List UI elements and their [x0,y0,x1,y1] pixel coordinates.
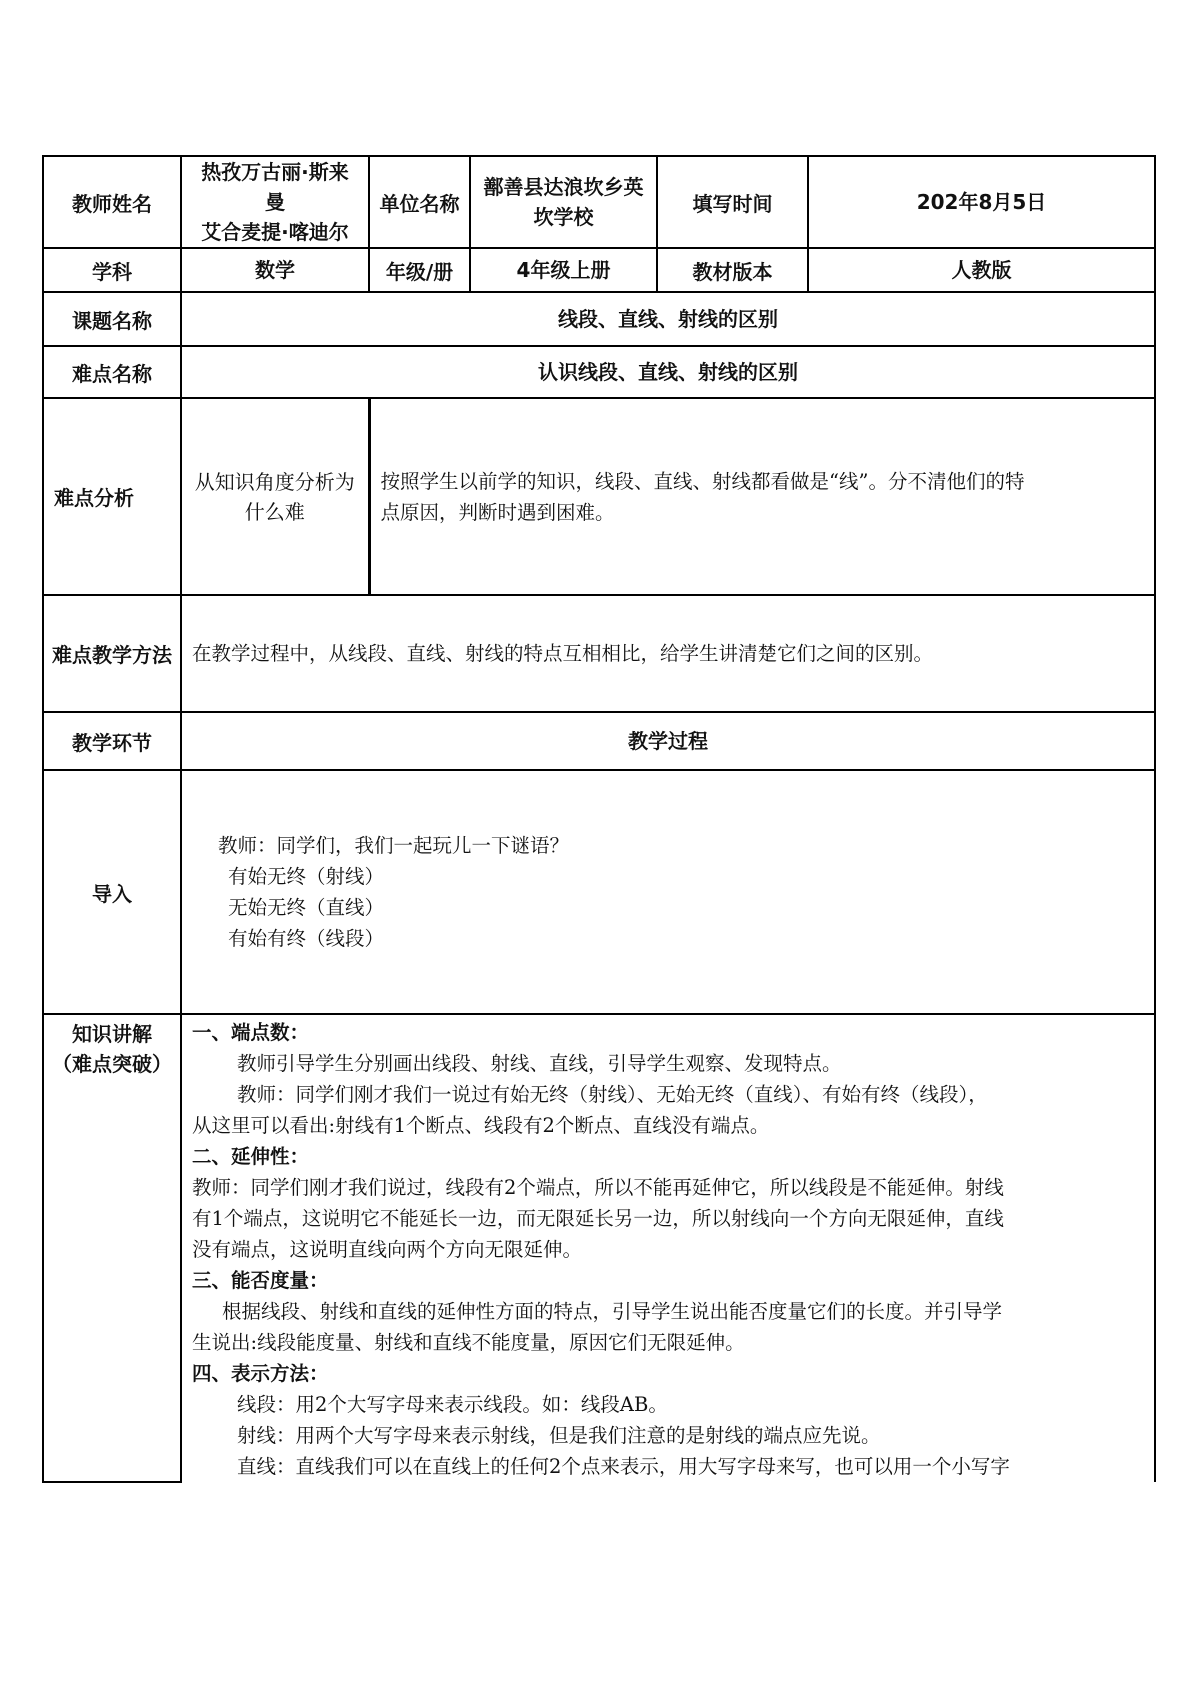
difficulty-value: 认识线段、直线、射线的区别 [181,346,1155,398]
paragraph: 没有端点，这说明直线向两个方向无限延伸。 [192,1238,583,1261]
analysis-row [43,398,1155,595]
unit-value [470,156,657,248]
paragraph: 教师：同学们刚才我们一说过有始无终（射线）、无始无终（直线）、有始有终（线段）， [237,1083,988,1106]
paragraph: 线段：用2个大写字母来表示线段。如：线段AB。 [237,1393,668,1416]
topic-label: 课题名称 [43,292,181,346]
lesson-plan-table [42,155,1156,1483]
grade-value: 4年级上册 [470,248,657,292]
stage-label: 教学环节 [43,712,181,770]
method-text: 在教学过程中，从线段、直线、射线的特点互相相比，给学生讲清楚它们之间的区别。 [181,595,1155,712]
knowledge-label-line: 知识讲解 [72,1022,152,1046]
knowledge-row [43,1014,1155,1482]
paragraph: 有1个端点，这说明它不能延长一边，而无限延长另一边，所以射线向一个方向无限延伸，直线 [192,1207,1004,1230]
header-row [43,156,1155,248]
intro-line: 有始有终（线段） [228,927,385,950]
paragraph: 教师引导学生分别画出线段、射线、直线，引导学生观察、发现特点。 [237,1052,842,1075]
analysis-text-line: 点原因，判断时遇到困难。 [380,500,615,524]
knowledge-content [181,1014,1155,1482]
knowledge-label-line: （难点突破） [52,1052,172,1076]
analysis-text-line: 按照学生以前学的知识，线段、直线、射线都看做是“线”。分不清他们的特 [380,469,1025,493]
subject-label: 学科 [43,248,181,292]
section-title: 三、能否度量： [192,1269,329,1292]
analysis-sub-label [181,398,369,595]
method-label: 难点教学方法 [43,595,181,712]
teacher-name-line: 曼 [265,190,285,214]
process-label: 教学过程 [181,712,1155,770]
section-title: 二、延伸性： [192,1145,310,1168]
subject-value: 数学 [181,248,369,292]
lesson-plan-sheet [42,155,1154,1483]
section-title: 一、端点数： [192,1021,310,1044]
intro-line: 无始无终（直线） [228,896,385,919]
analysis-sub-label-line: 从知识角度分析为 [194,469,355,494]
teacher-name-line: 热孜万古丽·斯来 [201,160,349,184]
paragraph: 根据线段、射线和直线的延伸性方面的特点，引导学生说出能否度量它们的长度。并引导学 [222,1300,1003,1323]
section-title: 四、表示方法： [192,1362,329,1385]
edition-label: 教材版本 [657,248,808,292]
topic-value: 线段、直线、射线的区别 [181,292,1155,346]
difficulty-row [43,346,1155,398]
topic-row [43,292,1155,346]
unit-label: 单位名称 [369,156,470,248]
paragraph: 直线：直线我们可以在直线上的任何2个点来表示，用大写字母来写，也可以用一个小写字 [237,1455,1010,1478]
intro-line: 教师：同学们，我们一起玩儿一下谜语？ [218,834,570,857]
date-value: 202年8月5日 [808,156,1155,248]
edition-value: 人教版 [808,248,1155,292]
difficulty-label: 难点名称 [43,346,181,398]
paragraph: 射线：用两个大写字母来表示射线，但是我们注意的是射线的端点应先说。 [237,1424,881,1447]
intro-content [181,770,1155,1014]
paragraph: 从这里可以看出:射线有1个断点、线段有2个断点、直线没有端点。 [192,1114,770,1137]
paragraph: 生说出:线段能度量、射线和直线不能度量，原因它们无限延伸。 [192,1331,745,1354]
unit-value-line: 鄯善县达浪坎乡英 [483,175,644,199]
intro-row [43,770,1155,1014]
analysis-text [369,398,1155,595]
teacher-names [181,156,369,248]
teacher-label: 教师姓名 [43,156,181,248]
intro-line: 有始无终（射线） [228,865,385,888]
intro-label: 导入 [43,770,181,1014]
info-row [43,248,1155,292]
process-header-row [43,712,1155,770]
paragraph: 教师：同学们刚才我们说过，线段有2个端点，所以不能再延伸它，所以线段是不能延伸。射线 [192,1176,1004,1199]
grade-label: 年级/册 [369,248,470,292]
unit-value-line: 坎学校 [533,205,594,229]
teacher-name-line: 艾合麦提·喀迪尔 [201,220,349,244]
knowledge-label [43,1014,181,1482]
method-row [43,595,1155,712]
date-label: 填写时间 [657,156,808,248]
analysis-sub-label-line: 什么难 [244,499,305,524]
analysis-label: 难点分析 [43,398,181,595]
